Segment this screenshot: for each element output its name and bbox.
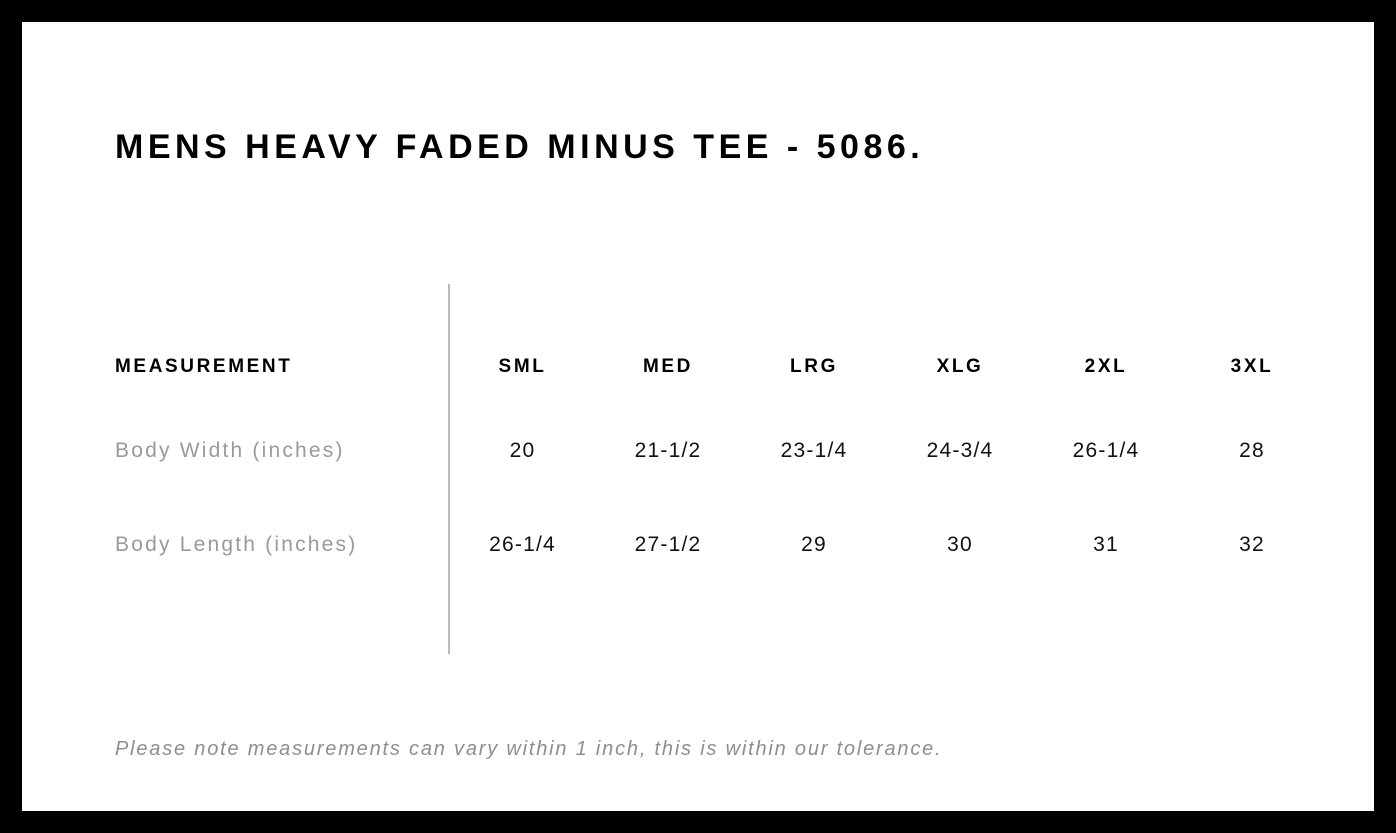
spacer-cell (741, 592, 887, 654)
cell-body-width-sml: 20 (449, 404, 595, 498)
spacer-cell (741, 284, 887, 330)
column-header-3xl: 3XL (1230, 356, 1274, 377)
table-bottom-spacer-row (115, 592, 1325, 654)
table-row (115, 404, 1325, 498)
cell-body-width-3xl: 28 (1239, 439, 1265, 462)
table-header-row (115, 330, 1325, 404)
row-label-body-length: Body Length (inches) (115, 533, 358, 556)
cell-body-length-med: 27-1/2 (634, 533, 702, 556)
size-chart-table-wrapper (115, 284, 1325, 654)
cell-body-width-xlg: 24-3/4 (926, 439, 994, 462)
cell-body-length-lrg: 29 (801, 533, 827, 556)
cell-body-length-3xl: 32 (1239, 533, 1265, 556)
spacer-cell (1179, 592, 1325, 654)
cell-body-width-2xl: 26-1/4 (1072, 439, 1140, 462)
cell-body-length-2xl: 31 (1093, 533, 1119, 556)
spacer-cell (115, 592, 449, 654)
cell-body-length-sml: 26-1/4 (449, 498, 595, 592)
column-header-2xl: 2XL (1084, 356, 1128, 377)
spacer-cell (595, 592, 741, 654)
spacer-cell (887, 284, 1033, 330)
spacer-cell (595, 284, 741, 330)
column-header-med: MED (642, 356, 694, 377)
spacer-cell-divider (449, 592, 595, 654)
tolerance-note: Please note measurements can vary within 1 inch, this is within our tolerance. (115, 738, 943, 760)
column-header-measurement: MEASUREMENT (115, 356, 293, 377)
spacer-cell (1033, 284, 1179, 330)
cell-body-width-lrg: 23-1/4 (780, 439, 848, 462)
spacer-cell (887, 592, 1033, 654)
column-header-sml: SML (449, 330, 595, 404)
size-chart-table (115, 284, 1326, 654)
table-top-spacer-row (115, 284, 1325, 330)
page-title: MENS HEAVY FADED MINUS TEE - 5086. (115, 128, 925, 166)
row-label-body-width: Body Width (inches) (115, 439, 345, 462)
size-chart-card (22, 22, 1374, 811)
table-row (115, 498, 1325, 592)
column-header-lrg: LRG (790, 356, 838, 377)
cell-body-width-med: 21-1/2 (634, 439, 702, 462)
spacer-cell-divider (449, 284, 595, 330)
spacer-cell (1179, 284, 1325, 330)
column-header-xlg: XLG (936, 356, 984, 377)
spacer-cell (1033, 592, 1179, 654)
spacer-cell (115, 284, 449, 330)
cell-body-length-xlg: 30 (947, 533, 973, 556)
